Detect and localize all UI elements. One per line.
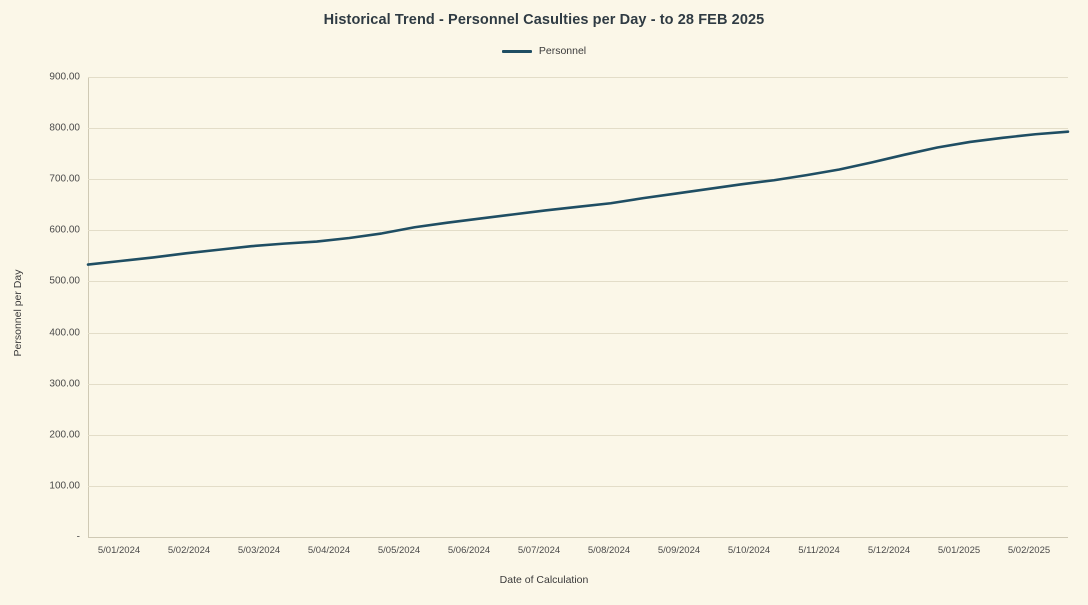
x-tick-label: 5/06/2024 [447,545,491,556]
y-tick-label: - [76,531,80,543]
x-tick-label: 5/07/2024 [517,545,561,556]
x-tick-label: 5/04/2024 [307,545,351,556]
x-tick-label: 5/11/2024 [798,545,840,556]
series-line-personnel [88,132,1068,265]
x-axis-label: Date of Calculation [499,574,589,586]
legend-label-personnel: Personnel [538,45,587,57]
x-tick-label: 5/03/2024 [237,545,281,556]
y-tick-label: 500.00 [49,275,80,287]
x-axis-line [88,537,1068,538]
x-tick-label: 5/09/2024 [657,545,701,556]
chart-legend [0,45,1088,57]
x-tick-label: 5/01/2024 [97,545,141,556]
y-tick-label: 900.00 [49,71,80,83]
x-tick-label: 5/12/2024 [867,545,911,556]
series-personnel [88,77,1068,537]
x-tick-label: 5/05/2024 [377,545,421,556]
y-tick-label: 200.00 [49,429,80,441]
x-tick-label: 5/10/2024 [727,545,771,556]
x-tick-label: 5/02/2024 [167,545,211,556]
x-tick-label: 5/08/2024 [587,545,631,556]
x-tick-label: 5/01/2025 [937,545,981,556]
y-tick-label: 600.00 [49,224,80,236]
y-axis-label: Personnel per Day [12,269,24,357]
y-tick-label: 300.00 [49,378,80,390]
x-tick-label: 5/02/2025 [1007,545,1051,556]
plot-area [88,77,1068,537]
legend-swatch-personnel [502,50,532,53]
y-tick-label: 700.00 [49,173,80,185]
chart-title: Historical Trend - Personnel Casulties per Day - to 28 FEB 2025 [323,12,765,28]
y-tick-label: 100.00 [49,480,80,492]
y-tick-label: 800.00 [49,122,80,134]
y-tick-label: 400.00 [49,327,80,339]
